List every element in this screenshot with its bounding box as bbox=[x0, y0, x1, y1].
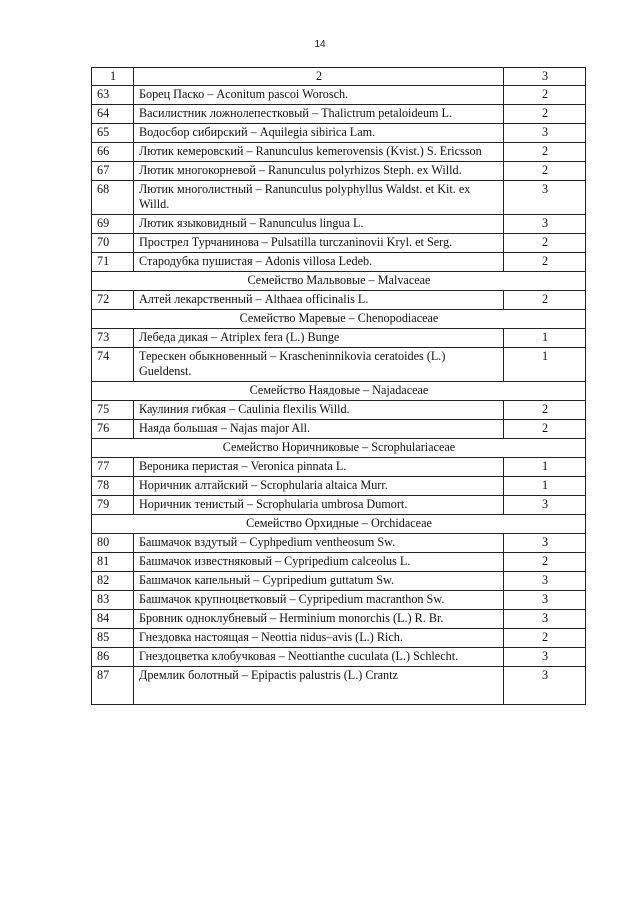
category-value: 3 bbox=[504, 591, 586, 610]
category-value: 2 bbox=[504, 553, 586, 572]
category-value: 3 bbox=[504, 496, 586, 515]
species-name: Башмачок капельный – Cypripedium guttatum Sw. bbox=[134, 572, 504, 591]
species-name: Лютик многокорневой – Ranunculus polyrhizos Steph. ex Willd. bbox=[134, 162, 504, 181]
category-value: 2 bbox=[504, 291, 586, 310]
header-cell-name: 2 bbox=[134, 68, 504, 86]
row-number: 69 bbox=[92, 215, 134, 234]
species-name: Алтей лекарственный – Althaea officinalis L. bbox=[134, 291, 504, 310]
row-number: 66 bbox=[92, 143, 134, 162]
category-value: 2 bbox=[504, 401, 586, 420]
species-name: Башмачок крупноцветковый – Cypripedium macranthon Sw. bbox=[134, 591, 504, 610]
table-row bbox=[92, 629, 586, 648]
table-body bbox=[92, 68, 586, 705]
category-value: 3 bbox=[504, 572, 586, 591]
family-heading: Семейство Орхидные – Orchidaceae bbox=[92, 515, 586, 534]
row-number: 73 bbox=[92, 329, 134, 348]
header-cell-category: 3 bbox=[504, 68, 586, 86]
family-heading-row bbox=[92, 515, 586, 534]
table-row bbox=[92, 181, 586, 215]
family-heading-row bbox=[92, 439, 586, 458]
table-row bbox=[92, 458, 586, 477]
row-number: 64 bbox=[92, 105, 134, 124]
table-row bbox=[92, 143, 586, 162]
species-name: Гнездовка настоящая – Neottia nidus–avis (L.) Rich. bbox=[134, 629, 504, 648]
table-row bbox=[92, 420, 586, 439]
category-value: 3 bbox=[504, 610, 586, 629]
species-name: Норичник алтайский – Scrophularia altaica Murr. bbox=[134, 477, 504, 496]
category-value: 3 bbox=[504, 648, 586, 667]
category-value: 1 bbox=[504, 329, 586, 348]
category-value: 3 bbox=[504, 124, 586, 143]
header-cell-number: 1 bbox=[92, 68, 134, 86]
species-name: Норичник тенистый – Scrophularia umbrosa Dumort. bbox=[134, 496, 504, 515]
category-value: 2 bbox=[504, 86, 586, 105]
row-number: 71 bbox=[92, 253, 134, 272]
species-name: Дремлик болотный – Epipactis palustris (L.) Crantz bbox=[134, 667, 504, 705]
family-heading-row bbox=[92, 310, 586, 329]
row-number: 80 bbox=[92, 534, 134, 553]
species-name: Бровник одноклубневый – Herminium monorchis (L.) R. Br. bbox=[134, 610, 504, 629]
family-heading: Семейство Мальвовые – Malvaceae bbox=[92, 272, 586, 291]
row-number: 87 bbox=[92, 667, 134, 705]
table-row bbox=[92, 610, 586, 629]
species-table bbox=[91, 67, 586, 705]
category-value: 3 bbox=[504, 181, 586, 215]
table-row bbox=[92, 496, 586, 515]
row-number: 70 bbox=[92, 234, 134, 253]
species-name: Башмачок известняковый – Cypripedium calceolus L. bbox=[134, 553, 504, 572]
species-name: Вероника перистая – Veronica pinnata L. bbox=[134, 458, 504, 477]
category-value: 2 bbox=[504, 234, 586, 253]
table-row bbox=[92, 648, 586, 667]
species-name: Гнездоцветка клобучковая – Neottianthe cuculata (L.) Schlecht. bbox=[134, 648, 504, 667]
row-number: 81 bbox=[92, 553, 134, 572]
category-value: 3 bbox=[504, 667, 586, 705]
row-number: 72 bbox=[92, 291, 134, 310]
table-row bbox=[92, 572, 586, 591]
row-number: 75 bbox=[92, 401, 134, 420]
table-row bbox=[92, 162, 586, 181]
family-heading: Семейство Норичниковые – Scrophulariaceae bbox=[92, 439, 586, 458]
species-name: Стародубка пушистая – Adonis villosa Ledeb. bbox=[134, 253, 504, 272]
category-value: 2 bbox=[504, 143, 586, 162]
category-value: 1 bbox=[504, 348, 586, 382]
category-value: 2 bbox=[504, 420, 586, 439]
table-row bbox=[92, 86, 586, 105]
species-name: Лютик кемеровский – Ranunculus kemerovensis (Kvist.) S. Ericsson bbox=[134, 143, 504, 162]
family-heading: Семейство Наядовые – Najadaceae bbox=[92, 382, 586, 401]
category-value: 2 bbox=[504, 105, 586, 124]
species-name: Василистник ложнолепестковый – Thalictrum petaloideum L. bbox=[134, 105, 504, 124]
category-value: 1 bbox=[504, 458, 586, 477]
family-heading: Семейство Маревые – Chenopodiaceae bbox=[92, 310, 586, 329]
category-value: 2 bbox=[504, 629, 586, 648]
table-header-row bbox=[92, 68, 586, 86]
species-name: Лютик многолистный – Ranunculus polyphyllus Waldst. et Kit. ex Willd. bbox=[134, 181, 504, 215]
family-heading-row bbox=[92, 272, 586, 291]
table-row bbox=[92, 534, 586, 553]
row-number: 83 bbox=[92, 591, 134, 610]
category-value: 2 bbox=[504, 162, 586, 181]
category-value: 2 bbox=[504, 253, 586, 272]
category-value: 3 bbox=[504, 215, 586, 234]
row-number: 79 bbox=[92, 496, 134, 515]
row-number: 78 bbox=[92, 477, 134, 496]
species-name: Башмачок вздутый – Cyphpedium ventheosum Sw. bbox=[134, 534, 504, 553]
species-name: Водосбор сибирский – Aquilegia sibirica Lam. bbox=[134, 124, 504, 143]
table-row bbox=[92, 124, 586, 143]
table-row bbox=[92, 401, 586, 420]
row-number: 76 bbox=[92, 420, 134, 439]
table-row bbox=[92, 348, 586, 382]
row-number: 74 bbox=[92, 348, 134, 382]
row-number: 77 bbox=[92, 458, 134, 477]
page-number: 14 bbox=[314, 39, 326, 50]
table-row bbox=[92, 291, 586, 310]
table-row bbox=[92, 329, 586, 348]
row-number: 86 bbox=[92, 648, 134, 667]
row-number: 84 bbox=[92, 610, 134, 629]
table-row bbox=[92, 553, 586, 572]
species-name: Лебеда дикая – Atriplex fera (L.) Bunge bbox=[134, 329, 504, 348]
row-number: 65 bbox=[92, 124, 134, 143]
row-number: 67 bbox=[92, 162, 134, 181]
category-value: 1 bbox=[504, 477, 586, 496]
category-value: 3 bbox=[504, 534, 586, 553]
species-name: Терескен обыкновенный – Krascheninnikovia ceratoides (L.) Gueldenst. bbox=[134, 348, 504, 382]
species-name: Борец Паско – Aconitum pascoi Worosch. bbox=[134, 86, 504, 105]
species-name: Лютик языковидный – Ranunculus lingua L. bbox=[134, 215, 504, 234]
species-name: Прострел Турчанинова – Pulsatilla turczaninovii Kryl. et Serg. bbox=[134, 234, 504, 253]
row-number: 82 bbox=[92, 572, 134, 591]
row-number: 63 bbox=[92, 86, 134, 105]
species-name: Наяда большая – Najas major All. bbox=[134, 420, 504, 439]
table-row bbox=[92, 667, 586, 705]
table-row bbox=[92, 234, 586, 253]
family-heading-row bbox=[92, 382, 586, 401]
table-row bbox=[92, 215, 586, 234]
table-row bbox=[92, 105, 586, 124]
row-number: 68 bbox=[92, 181, 134, 215]
table-row bbox=[92, 253, 586, 272]
table-row bbox=[92, 477, 586, 496]
table-row bbox=[92, 591, 586, 610]
row-number: 85 bbox=[92, 629, 134, 648]
species-name: Каулиния гибкая – Caulinia flexilis Willd. bbox=[134, 401, 504, 420]
